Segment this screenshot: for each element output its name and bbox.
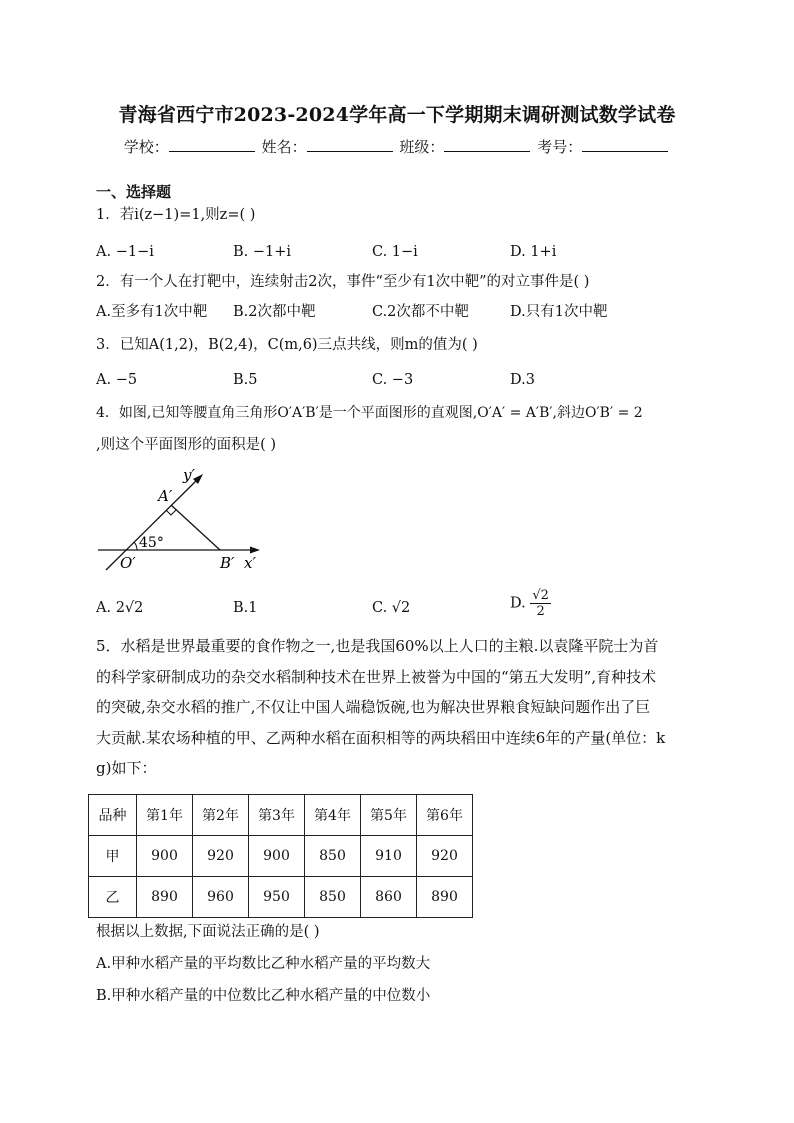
q4-option-d-fraction: [530, 588, 551, 619]
q5-option-b[interactable]: B.甲种水稻产量的中位数比乙种水稻产量的中位数小: [96, 988, 431, 1004]
q3-option-c[interactable]: C. −3: [372, 372, 414, 388]
right-angle-mark: [166, 510, 176, 515]
q4-option-d-label: D.: [510, 595, 526, 612]
class-label: 班级：: [399, 138, 445, 156]
name-blank[interactable]: [307, 137, 393, 152]
class-blank[interactable]: [444, 137, 530, 152]
segment-ab: [171, 505, 220, 550]
name-label: 姓名：: [261, 138, 307, 156]
q1-option-a[interactable]: A. −1−i: [96, 244, 154, 260]
table-header-cell: 品种: [89, 795, 137, 836]
student-info-line: [0, 136, 794, 157]
q5-line-1: 5．水稻是世界最重要的食作物之一,也是我国60%以上人口的主粮.以袁隆平院士为首: [96, 637, 659, 655]
q3-option-b[interactable]: B.5: [233, 372, 258, 388]
fraction-numerator: √2: [532, 588, 549, 603]
table-cell: 910: [361, 836, 417, 877]
q1-option-b[interactable]: B. −1+i: [233, 244, 292, 260]
table-cell: 900: [137, 836, 193, 877]
q4-option-c[interactable]: C. √2: [372, 600, 411, 616]
number-blank[interactable]: [582, 137, 668, 152]
table-cell: 890: [137, 877, 193, 918]
table-header-row: [89, 795, 473, 836]
q3-option-a[interactable]: A. −5: [96, 372, 138, 388]
table-cell: 960: [193, 877, 249, 918]
question-5-paragraph: [96, 631, 706, 784]
table-header-cell: 第6年: [417, 795, 473, 836]
q5-followup: 根据以上数据,下面说法正确的是( ): [96, 924, 320, 940]
table-cell: 920: [193, 836, 249, 877]
q5-line-2: 的科学家研制成功的杂交水稻制种技术在世界上被誉为中国的“第五大发明”,育种技术: [96, 667, 657, 686]
x-axis-arrow-icon: [250, 547, 260, 554]
fraction-denominator: 2: [536, 604, 545, 619]
q5-line-5: g)如下：: [96, 759, 157, 778]
table-header-cell: 第1年: [137, 795, 193, 836]
q2-option-d[interactable]: D.只有1次中靶: [510, 304, 608, 320]
table-header-cell: 第2年: [193, 795, 249, 836]
page-title: 青海省西宁市2023-2024学年高一下学期期末调研测试数学试卷: [118, 104, 676, 126]
a-prime-label: A′: [158, 487, 173, 505]
x-prime-label: x′: [244, 554, 256, 572]
table-cell: 乙: [89, 877, 137, 918]
y-prime-label: y′: [183, 466, 195, 484]
q2-option-b[interactable]: B.2次都中靶: [233, 304, 316, 320]
question-2-text: 2．有一个人在打靶中，连续射击2次，事件“至少有1次中靶”的对立事件是( ): [96, 274, 590, 290]
question-3-text: 3．已知A(1,2)，B(2,4)，C(m,6)三点共线，则m的值为( ): [96, 337, 478, 353]
school-label: 学校：: [123, 138, 169, 156]
table-header-cell: 第3年: [249, 795, 305, 836]
yield-table: [88, 794, 473, 918]
table-cell: 甲: [89, 836, 137, 877]
table-cell: 920: [417, 836, 473, 877]
question-4-text-line1: 4．如图,已知等腰直角三角形O′A′B′是一个平面图形的直观图,O′A′ = A′B′,斜边O′B′ = 2: [96, 405, 643, 421]
table-cell: 950: [249, 877, 305, 918]
number-label: 考号：: [537, 138, 583, 156]
table-cell: 860: [361, 877, 417, 918]
q5-option-a[interactable]: A.甲种水稻产量的平均数比乙种水稻产量的平均数大: [96, 956, 431, 972]
table-row: [89, 877, 473, 918]
question-4-text-line2: ,则这个平面图形的面积是( ): [96, 437, 277, 453]
table-header-cell: 第4年: [305, 795, 361, 836]
q1-option-c[interactable]: C. 1−i: [372, 244, 418, 260]
q3-option-d[interactable]: D.3: [510, 372, 535, 388]
q5-line-3: 的突破,杂交水稻的推广,不仅让中国人端稳饭碗,也为解决世界粮食短缺问题作出了巨: [96, 698, 651, 717]
b-prime-label: B′: [220, 554, 235, 572]
angle-45-label: 45°: [139, 535, 164, 551]
q4-option-a[interactable]: A. 2√2: [96, 600, 144, 616]
q5-line-4: 大贡献.某农场种植的甲、乙两种水稻在面积相等的两块稻田中连续6年的产量(单位：k: [96, 728, 666, 747]
q4-option-d[interactable]: [510, 588, 551, 619]
table-cell: 850: [305, 836, 361, 877]
school-blank[interactable]: [169, 137, 255, 152]
table-header-cell: 第5年: [361, 795, 417, 836]
q2-option-a[interactable]: A.至多有1次中靶: [96, 304, 208, 320]
q4-figure: [90, 462, 270, 577]
table-cell: 900: [249, 836, 305, 877]
angle-arc: [134, 542, 137, 550]
q4-option-b[interactable]: B.1: [233, 600, 258, 616]
q2-option-c[interactable]: C.2次都不中靶: [372, 304, 469, 320]
section-heading: 一、选择题: [96, 183, 172, 201]
table-cell: 890: [417, 877, 473, 918]
table-row: [89, 836, 473, 877]
question-1-text: 1．若i(z−1)=1,则z=( ): [96, 207, 256, 223]
table-cell: 850: [305, 877, 361, 918]
q1-option-d[interactable]: D. 1+i: [510, 244, 557, 260]
o-prime-label: O′: [120, 554, 136, 572]
